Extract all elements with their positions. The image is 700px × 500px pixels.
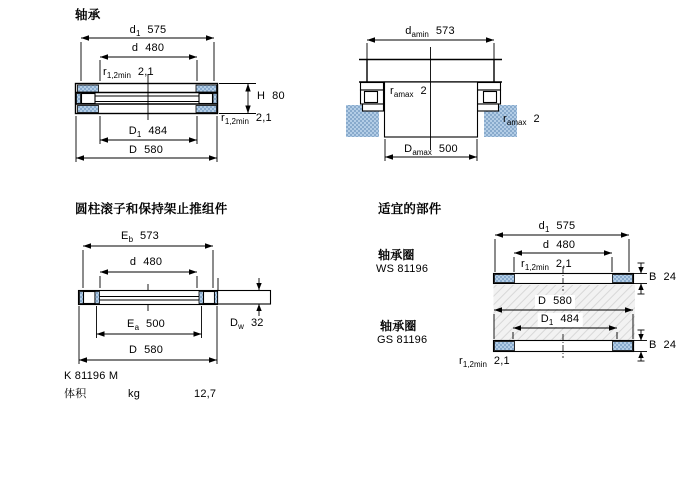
mass-label: 体积 [64,388,87,400]
washer-section [495,275,515,283]
dim-label-B-bottom: B 24 [649,339,677,351]
roller [84,292,96,304]
washer-section [78,85,99,92]
dim-label-d1: $d_1$ 575 [129,24,167,39]
dim-label-H: H 80 [257,90,285,102]
dim-label-r12min-ws: $r_{1,2min}$ 2,1 [521,258,572,273]
washer-gs-code: GS 81196 [377,334,428,346]
dim-label-B-top: B 24 [649,271,677,283]
dim-label-D-assembly: D 580 [128,344,164,356]
section-title-assembly: 圆柱滚子和保持架止推组件 [75,202,228,216]
roller-side-view [218,291,271,305]
dim-label-ramax-inner: $r_{amax}$ 2 [390,85,427,100]
dim-label-damin: $d_{amin}$ 573 [405,25,455,40]
dim-label-r12min-gs: $r_{1,2min}$ 2,1 [459,355,510,370]
dim-label-r12min-top: $r_{1,2min}$ 2,1 [103,66,154,81]
bearing-cross-section-drawing [76,35,257,162]
dim-label-D-components: D 580 [535,295,575,309]
cage-section [80,292,84,304]
dim-label-Dw: $D_w$ 32 [230,317,264,332]
washer-gs-kind: 轴承圈 [380,319,417,333]
roller [82,94,96,104]
washer-section [613,342,633,351]
dim-label-Eb: $E_b$ 573 [121,230,159,245]
washer-section [613,275,633,283]
dim-label-Ea: $E_a$ 500 [127,318,165,333]
dim-label-D1-components: $D_1$ 484 [538,313,583,327]
section-title-components: 适宜的部件 [378,202,442,216]
dim-label-Damax: $D_{amax}$ 500 [404,143,458,158]
roller [199,94,213,104]
dim-label-d-components: d 480 [542,239,576,251]
mass-unit: kg [128,388,141,400]
designation-text: K 81196 M [64,370,119,382]
section-title-bearing: 轴承 [75,8,101,22]
dim-label-D1: $D_1$ 484 [128,125,168,140]
dim-label-d: d 480 [131,42,165,54]
dim-label-r12min-bottom: $r_{1,2min}$ 2,1 [221,112,272,127]
mass-value: 12,7 [194,388,217,400]
roller [204,292,215,304]
washer-section [495,342,515,351]
dim-label-d-assembly: d 480 [129,256,163,268]
dim-label-D: D 580 [128,144,164,156]
roller-cage-assembly-drawing [79,243,271,364]
washer-ws-kind: 轴承圈 [378,248,415,262]
dim-label-ramax-right: $r_{amax}$ 2 [503,113,540,128]
washer-ws-code: WS 81196 [376,263,429,275]
dim-label-d1-components: $d_1$ 575 [538,220,576,235]
washer-section [196,85,217,92]
